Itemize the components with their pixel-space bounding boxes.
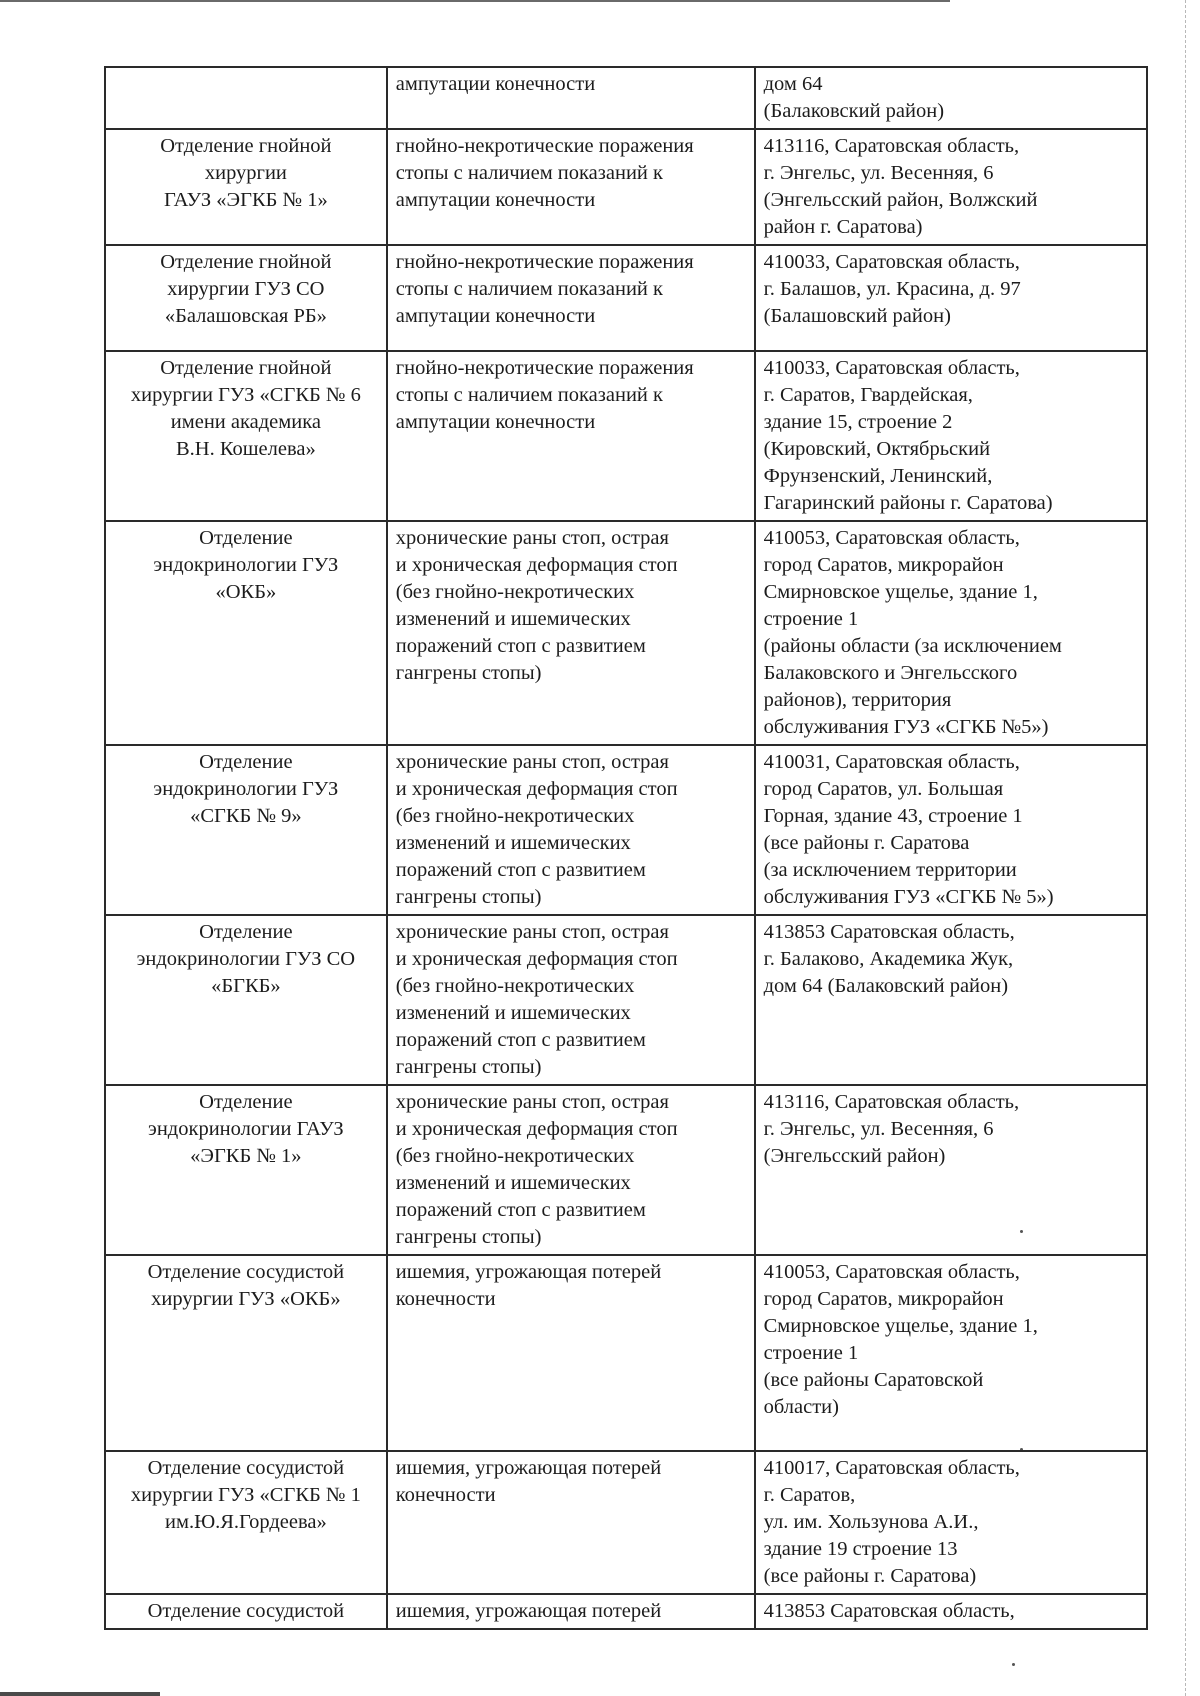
- department-text: Отделение гнойной хирургии ГАУЗ «ЭГКБ № 1»: [160, 135, 332, 211]
- address-cell: [755, 1451, 1147, 1594]
- table-row: [105, 351, 1147, 521]
- department-text: Отделение гнойной хирургии ГУЗ СО «Балашовская РБ»: [160, 251, 332, 327]
- department-cell: [105, 351, 387, 521]
- address-text: 413853 Саратовская область, г. Балаково, Академика Жук, дом 64 (Балаковский район): [763, 921, 1015, 997]
- diagnosis-text: гнойно-некротические поражения стопы с наличием показаний к ампутации конечности: [395, 135, 694, 211]
- diagnosis-text: хронические раны стоп, острая и хроническая деформация стоп (без гнойно-некротических изменений и ишемических поражений стоп с развитием гангрены стопы): [395, 1091, 678, 1248]
- department-text: Отделение эндокринологии ГАУЗ «ЭГКБ № 1»: [148, 1091, 344, 1167]
- department-cell: [105, 745, 387, 915]
- address-cell: [755, 915, 1147, 1085]
- table-row: [105, 915, 1147, 1085]
- diagnosis-cell: [387, 1255, 755, 1451]
- department-text: Отделение сосудистой хирургии ГУЗ «ОКБ»: [147, 1261, 345, 1310]
- table-row: [105, 67, 1147, 129]
- department-text: Отделение сосудистой хирургии ГУЗ «СГКБ № 1 им.Ю.Я.Гордеева»: [130, 1457, 361, 1533]
- table-row: [105, 1255, 1147, 1451]
- table-row: [105, 1451, 1147, 1594]
- table-row: [105, 745, 1147, 915]
- diagnosis-text: гнойно-некротические поражения стопы с наличием показаний к ампутации конечности: [395, 251, 694, 327]
- table-row: [105, 129, 1147, 245]
- address-text: 413116, Саратовская область, г. Энгельс, ул. Весенняя, 6 (Энгельсский район, Волжский район г. Саратова): [763, 135, 1038, 238]
- scan-bottom-edge-mark: [0, 1692, 160, 1696]
- address-text: 410033, Саратовская область, г. Балашов, ул. Красина, д. 97 (Балашовский район): [763, 251, 1021, 327]
- diagnosis-text: ишемия, угрожающая потерей конечности: [395, 1261, 662, 1310]
- scan-speck: [1012, 1663, 1015, 1666]
- address-cell: [755, 1255, 1147, 1451]
- department-text: Отделение гнойной хирургии ГУЗ «СГКБ № 6 имени академика В.Н. Кошелева»: [130, 357, 361, 460]
- scan-top-edge-line: [0, 0, 950, 2]
- diagnosis-cell: [387, 129, 755, 245]
- department-cell: [105, 1085, 387, 1255]
- diagnosis-text: ишемия, угрожающая потерей конечности: [395, 1457, 662, 1506]
- address-cell: [755, 351, 1147, 521]
- medical-departments-table: [104, 66, 1148, 1630]
- department-cell: [105, 1255, 387, 1451]
- address-text: 410033, Саратовская область, г. Саратов, Гвардейская, здание 15, строение 2 (Кировский, Октябрьский Фрунзенский, Ленинский, Гагаринский районы г. Саратова): [763, 357, 1053, 514]
- diagnosis-cell: [387, 915, 755, 1085]
- address-cell: [755, 67, 1147, 129]
- department-text: Отделение эндокринологии ГУЗ «ОКБ»: [153, 527, 339, 603]
- address-text: 413853 Саратовская область,: [763, 1600, 1015, 1622]
- table-row: [105, 1085, 1147, 1255]
- address-cell: [755, 521, 1147, 745]
- department-cell: [105, 67, 387, 129]
- table-row: [105, 521, 1147, 745]
- department-cell: [105, 1594, 387, 1629]
- diagnosis-cell: [387, 1594, 755, 1629]
- diagnosis-cell: [387, 1085, 755, 1255]
- address-cell: [755, 129, 1147, 245]
- table-row: [105, 1594, 1147, 1629]
- department-cell: [105, 129, 387, 245]
- address-text: 410053, Саратовская область, город Саратов, микрорайон Смирновское ущелье, здание 1, строение 1 (все районы Саратовской области): [763, 1261, 1038, 1418]
- address-cell: [755, 1085, 1147, 1255]
- department-cell: [105, 915, 387, 1085]
- address-text: 413116, Саратовская область, г. Энгельс, ул. Весенняя, 6 (Энгельсский район): [763, 1091, 1020, 1167]
- diagnosis-text: хронические раны стоп, острая и хроническая деформация стоп (без гнойно-некротических изменений и ишемических поражений стоп с развитием гангрены стопы): [395, 921, 678, 1078]
- diagnosis-cell: [387, 67, 755, 129]
- diagnosis-cell: [387, 1451, 755, 1594]
- diagnosis-cell: [387, 245, 755, 351]
- diagnosis-text: хронические раны стоп, острая и хроническая деформация стоп (без гнойно-некротических изменений и ишемических поражений стоп с развитием гангрены стопы): [395, 527, 678, 684]
- scan-right-edge: [1185, 0, 1186, 1696]
- diagnosis-text: ишемия, угрожающая потерей: [395, 1600, 662, 1622]
- department-text: Отделение эндокринологии ГУЗ СО «БГКБ»: [136, 921, 356, 997]
- address-text: дом 64 (Балаковский район): [763, 73, 945, 122]
- department-text: Отделение сосудистой: [147, 1600, 345, 1622]
- diagnosis-cell: [387, 745, 755, 915]
- address-text: 410017, Саратовская область, г. Саратов, ул. им. Хользунова А.И., здание 19 строение 13 (все районы г. Саратова): [763, 1457, 1020, 1587]
- department-cell: [105, 1451, 387, 1594]
- address-cell: [755, 245, 1147, 351]
- department-cell: [105, 521, 387, 745]
- diagnosis-cell: [387, 351, 755, 521]
- address-text: 410053, Саратовская область, город Саратов, микрорайон Смирновское ущелье, здание 1, строение 1 (районы области (за исключением Балаковского и Энгельсского районов), территория обслуживания ГУЗ «СГКБ №5»): [763, 527, 1062, 738]
- department-text: Отделение эндокринологии ГУЗ «СГКБ № 9»: [153, 751, 339, 827]
- address-cell: [755, 1594, 1147, 1629]
- diagnosis-text: ампутации конечности: [395, 73, 596, 95]
- diagnosis-text: хронические раны стоп, острая и хроническая деформация стоп (без гнойно-некротических изменений и ишемических поражений стоп с развитием гангрены стопы): [395, 751, 678, 908]
- table-row: [105, 245, 1147, 351]
- address-text: 410031, Саратовская область, город Саратов, ул. Большая Горная, здание 43, строение 1 (все районы г. Саратова (за исключением территории обслуживания ГУЗ «СГКБ № 5»): [763, 751, 1054, 908]
- diagnosis-cell: [387, 521, 755, 745]
- diagnosis-text: гнойно-некротические поражения стопы с наличием показаний к ампутации конечности: [395, 357, 694, 433]
- department-cell: [105, 245, 387, 351]
- address-cell: [755, 745, 1147, 915]
